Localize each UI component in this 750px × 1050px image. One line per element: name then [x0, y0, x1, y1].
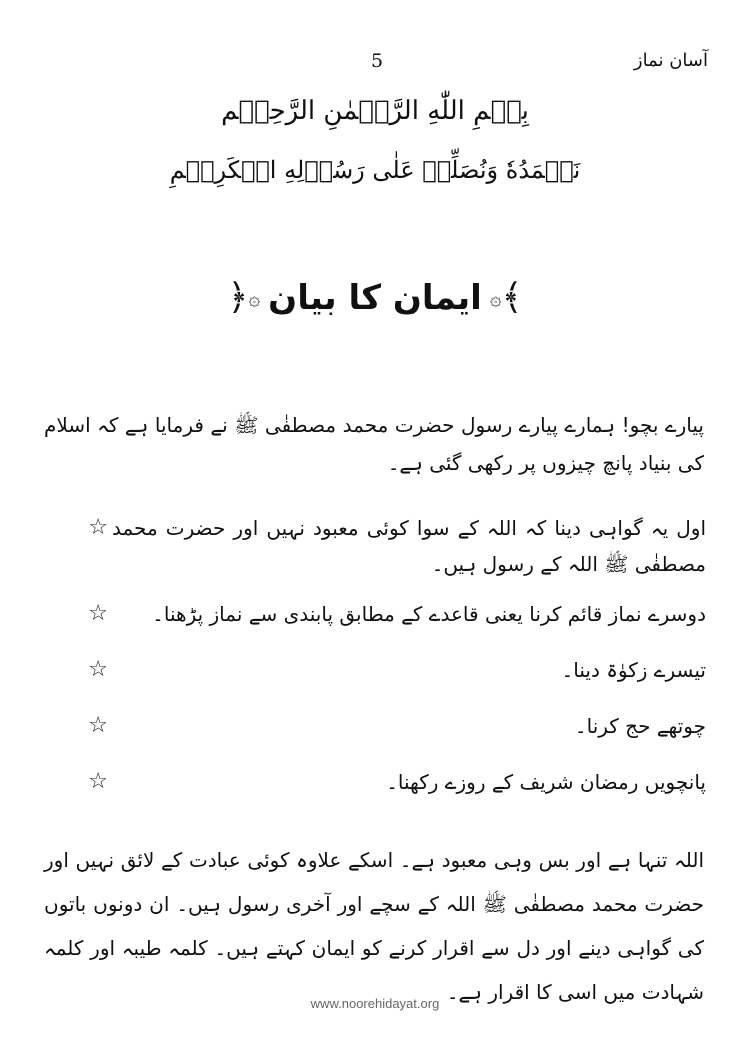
- star-bullet-icon: ☆: [88, 657, 108, 682]
- list-item: [44, 652, 706, 688]
- book-title: آسان نماز: [633, 50, 708, 71]
- pillars-list: [44, 510, 706, 820]
- page-number: 5: [371, 50, 384, 72]
- basmala: بِسۡمِ اللّٰهِ الرَّحۡمٰنِ الرَّحِيۡم: [221, 96, 529, 126]
- salutation: نَحۡمَدُهٗ وَنُصَلِّىۡ عَلٰى رَسُوۡلِهِ الۡكَرِيۡمِ: [169, 156, 581, 184]
- pillar-text: اول یہ گواہی دینا کہ اللہ کے سوا کوئی معبود نہیں اور حضرت محمد مصطفٰی ﷺ اللہ کے رسول ہیں۔: [112, 516, 706, 576]
- ornament-right-icon: ﴾ ۞: [489, 277, 523, 318]
- pillar-text: چوتھے حج کرنا۔: [574, 714, 706, 738]
- pillar-text: تیسرے زکوٰۃ دینا۔: [561, 658, 706, 682]
- list-item: [44, 510, 706, 582]
- chapter-heading: [0, 278, 750, 318]
- list-item: [44, 708, 706, 744]
- list-item: [44, 764, 706, 800]
- star-bullet-icon: ☆: [88, 713, 108, 738]
- pillar-text: پانچویں رمضان شریف کے روزے رکھنا۔: [386, 770, 706, 794]
- star-bullet-icon: ☆: [88, 601, 108, 626]
- star-bullet-icon: ☆: [88, 769, 108, 794]
- list-item: [44, 596, 706, 632]
- conclusion-paragraph: اللہ تنہا ہے اور بس وہی معبود ہے۔ اسکے علاوہ کوئی عبادت کے لائق نہیں اور حضرت محمد مصطفٰی ﷺ اللہ کے سچے اور آخری رسول ہیں۔ ان دونوں باتوں کی گواہی دینے اور دل سے اقرار کرنے کو ایمان کہتے ہیں۔ کلمہ طیبہ اور کلمہ شہادت میں اسی کا اقرار ہے۔: [44, 848, 704, 1004]
- ornament-left-icon: ۞ ﴿: [227, 277, 261, 318]
- pillar-text: دوسرے نماز قائم کرنا یعنی قاعدے کے مطابق پابندی سے نماز پڑھنا۔: [152, 602, 706, 626]
- star-bullet-icon: ☆: [88, 515, 108, 540]
- intro-paragraph: پیارے بچو! ہمارے پیارے رسول حضرت محمد مصطفٰی ﷺ نے فرمایا ہے کہ اسلام کی بنیاد پانچ چیزوں پر رکھی گئی ہے۔: [44, 413, 704, 475]
- footer-url: www.noorehidayat.org: [310, 996, 440, 1011]
- chapter-title: ایمان کا بیان: [268, 278, 482, 318]
